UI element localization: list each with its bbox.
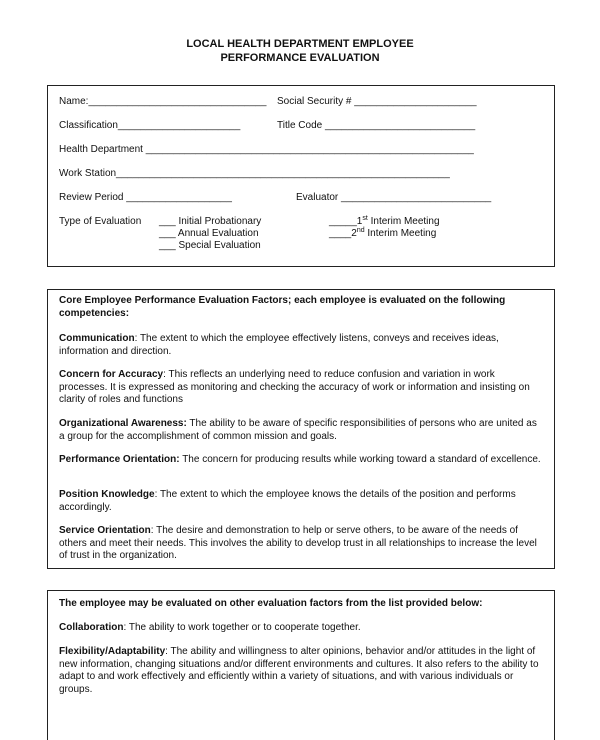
factor-term: Flexibility/Adaptability (59, 646, 166, 657)
classification-field[interactable]: Classification______________________ (59, 120, 241, 131)
competency-item (59, 418, 545, 443)
competency-item (59, 454, 545, 467)
ssn-field[interactable]: Social Security # ______________________ (277, 96, 477, 107)
title-line-1: LOCAL HEALTH DEPARTMENT EMPLOYEE (186, 38, 414, 50)
competency-term: Performance Orientation: (59, 454, 180, 465)
interim1-blank: _____1 (329, 216, 363, 227)
interim1-label: Interim Meeting (367, 216, 440, 227)
option-special-evaluation[interactable]: ___ Special Evaluation (159, 240, 261, 251)
competency-term: Organizational Awareness: (59, 418, 187, 429)
employee-info-box (47, 85, 555, 267)
factor-item (59, 622, 545, 635)
option-initial-probationary[interactable]: ___ Initial Probationary (159, 216, 262, 227)
other-heading: The employee may be evaluated on other evaluation factors from the list provided below: (59, 598, 483, 609)
competency-text: : This reflects an underlying need to reduce confusion and variation in work processes. It is expressed as monitoring and checking the accuracy of work or information and insisting on clarity of roles and functions (59, 369, 530, 405)
factor-term: Collaboration (59, 622, 124, 633)
factor-text: : The ability and willingness to alter opinions, behavior and/or attitudes in the light of new information, changing situations and/or different environments and cultures. It also refers to the ability to adapt to and work effectively and efficiently within a variety of situations, and with various individuals or groups. (59, 646, 539, 695)
title-line-2: PERFORMANCE EVALUATION (220, 52, 380, 64)
option-second-interim-meeting[interactable] (329, 228, 436, 240)
competency-item (59, 333, 545, 358)
competency-item (59, 369, 545, 407)
other-factors-box (47, 590, 555, 740)
core-competencies-box (47, 289, 555, 569)
option-first-interim-meeting[interactable] (329, 216, 440, 228)
competency-item (59, 489, 545, 514)
title-code-field[interactable]: Title Code ___________________________ (277, 120, 476, 131)
competency-text: : The extent to which the employee knows the details of the position and performs accordingly. (59, 489, 516, 513)
evaluator-field[interactable]: Evaluator ___________________________ (296, 192, 492, 203)
competency-term: Position Knowledge (59, 489, 155, 500)
competency-text: The concern for producing results while working toward a standard of excellence. (179, 454, 541, 465)
competency-text: : The extent to which the employee effectively listens, conveys and receives ideas, information and direction. (59, 333, 499, 357)
competency-text: : The desire and demonstration to help or serve others, to be aware of the needs of others and meet their needs. This involves the ability to develop trust in all relationships to increase the level of trust in the organization. (59, 525, 537, 561)
name-field[interactable]: Name:________________________________ (59, 96, 267, 107)
competency-term: Concern for Accuracy (59, 369, 164, 380)
interim2-label: Interim Meeting (364, 228, 437, 239)
competency-item (59, 525, 545, 563)
interim2-blank: ____2 (329, 228, 357, 239)
competency-term: Communication (59, 333, 135, 344)
review-period-field[interactable]: Review Period ___________________ (59, 192, 232, 203)
health-department-field[interactable]: Health Department ___________________________________________________________ (59, 144, 474, 155)
interim1-sup: st (362, 215, 368, 222)
competency-term: Service Orientation (59, 525, 151, 536)
factor-text: : The ability to work together or to cooperate together. (123, 622, 361, 633)
work-station-field[interactable]: Work Station____________________________________________________________ (59, 168, 450, 179)
core-heading: Core Employee Performance Evaluation Factors; each employee is evaluated on the following competencies: (59, 295, 506, 319)
interim2-sup: nd (356, 227, 365, 234)
factor-item (59, 646, 545, 696)
document-title (0, 37, 600, 65)
type-of-evaluation-label: Type of Evaluation (59, 216, 142, 227)
competency-text: The ability to be aware of specific responsibilities of persons who are united as a group for the accomplishment of common mission and goals. (59, 418, 537, 442)
option-annual-evaluation[interactable]: ___ Annual Evaluation (159, 228, 259, 239)
